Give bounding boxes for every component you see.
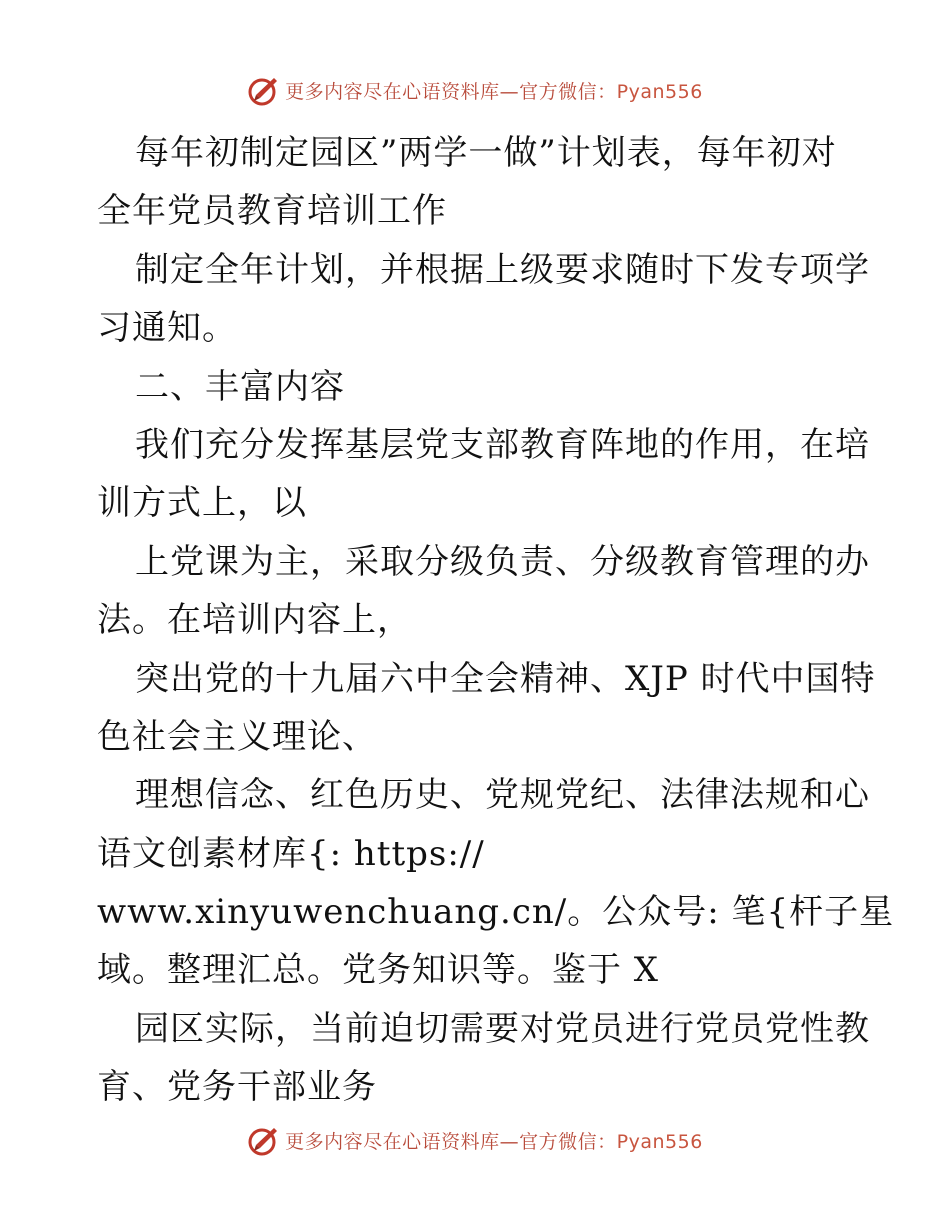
text-line: 色社会主义理论、	[97, 716, 377, 757]
text-line: 每年初制定园区”两学一做”计划表，每年初对	[135, 133, 837, 173]
text-line: 全年党员教育培训工作	[97, 191, 447, 232]
text-line: 习通知。	[97, 308, 237, 349]
header-banner	[0, 70, 950, 110]
text-line: 训方式上，以	[97, 483, 307, 524]
text-line: 突出党的十九届六中全会精神、XJP 时代中国特	[135, 658, 876, 699]
text-line: 育、党务干部业务	[97, 1067, 377, 1108]
text-line: 园区实际，当前迫切需要对党员进行党员党性教	[135, 1008, 870, 1049]
document-body	[97, 124, 895, 1117]
text-line: 法。在培训内容上，	[97, 600, 412, 641]
text-line: 上党课为主，采取分级负责、分级教育管理的办	[135, 541, 870, 582]
text-line: 我们充分发挥基层党支部教育阵地的作用，在培	[135, 424, 870, 465]
text-line: 语文创素材库{: https://	[97, 833, 485, 874]
footer-banner	[0, 1120, 950, 1160]
text-line: 制定全年计划，并根据上级要求随时下发专项学	[135, 249, 870, 290]
quill-logo-icon	[247, 73, 281, 107]
text-line: 域。整理汇总。党务知识等。鉴于 X	[97, 950, 660, 991]
quill-logo-icon	[247, 1123, 281, 1157]
footer-banner-text: 更多内容尽在心语资料库—官方微信：Pyan556	[285, 1130, 703, 1153]
text-line: www.xinyuwenchuang.cn/。公众号: 笔{杆子星	[97, 892, 895, 933]
section-heading: 二、丰富内容	[135, 366, 345, 407]
text-line: 理想信念、红色历史、党规党纪、法律法规和心	[135, 775, 870, 816]
header-banner-text: 更多内容尽在心语资料库—官方微信：Pyan556	[285, 80, 703, 103]
